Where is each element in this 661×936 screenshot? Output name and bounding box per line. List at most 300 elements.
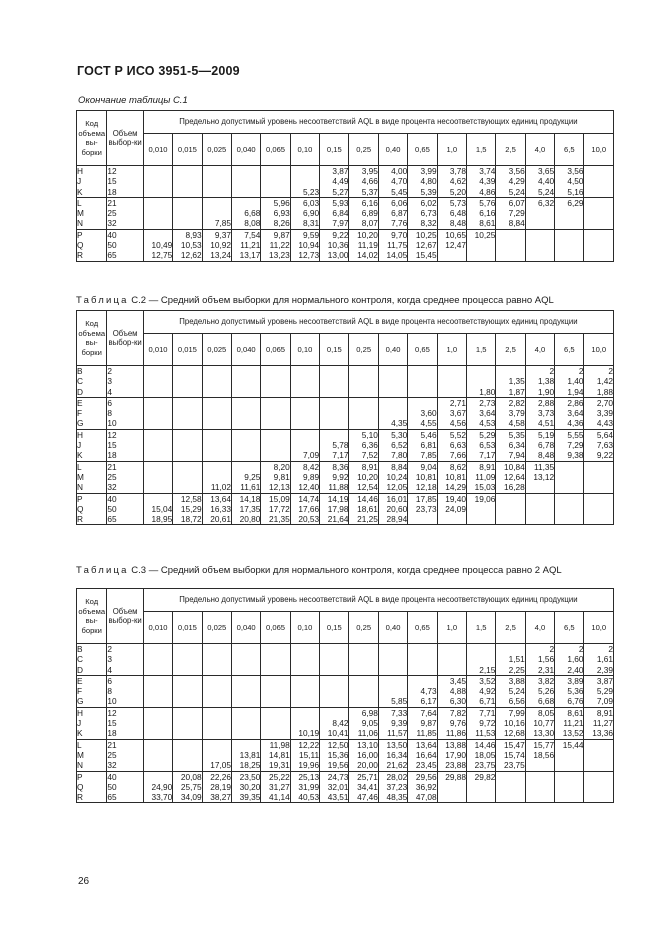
sample-size: 8 bbox=[107, 686, 113, 697]
table-value bbox=[349, 398, 377, 408]
table-value bbox=[320, 430, 348, 440]
table-value bbox=[261, 654, 289, 664]
table-value bbox=[144, 408, 172, 418]
value-cell bbox=[261, 644, 290, 676]
table-value: 7,94 bbox=[508, 450, 525, 461]
code-column-header: Код объема вы-борки bbox=[77, 311, 107, 366]
table-value bbox=[261, 176, 289, 186]
table-value bbox=[173, 208, 201, 218]
table-value bbox=[379, 644, 407, 654]
table-value: 6,87 bbox=[391, 208, 408, 219]
table-value bbox=[379, 376, 407, 386]
value-cell bbox=[143, 429, 172, 461]
table-value bbox=[232, 676, 260, 686]
table-value: 12,18 bbox=[415, 482, 437, 493]
table-value: 13,24 bbox=[210, 250, 231, 261]
table-value bbox=[232, 366, 260, 376]
table-value bbox=[232, 376, 260, 386]
table-value: 3,78 bbox=[449, 166, 466, 176]
table-value bbox=[584, 198, 613, 208]
table-value bbox=[584, 250, 613, 260]
table-value: 9,76 bbox=[449, 718, 466, 729]
caption-prefix: Таблица bbox=[76, 295, 129, 306]
table-value: 5,35 bbox=[508, 429, 525, 440]
caption-text: С.3 — Средний объем выборки для нормального контроля, когда среднее процесса равно 2 AQL bbox=[128, 565, 562, 576]
sample-code: P bbox=[77, 493, 83, 504]
table-value bbox=[320, 644, 348, 654]
table-value: 5,29 bbox=[596, 686, 613, 697]
table-value: 14,05 bbox=[386, 250, 408, 261]
value-cell bbox=[525, 493, 554, 525]
value-cell bbox=[378, 366, 407, 398]
table-value bbox=[555, 240, 583, 250]
table-value: 13,50 bbox=[386, 739, 408, 750]
table-row-group bbox=[77, 166, 614, 198]
table-value: 5,52 bbox=[449, 429, 466, 440]
value-cell bbox=[320, 197, 349, 229]
size-cell bbox=[107, 397, 143, 429]
table-value bbox=[555, 462, 583, 472]
value-cell bbox=[349, 771, 378, 803]
table-value: 4,50 bbox=[567, 176, 584, 187]
table-value bbox=[144, 230, 172, 240]
value-cell bbox=[437, 461, 466, 493]
table-value: 4,49 bbox=[332, 176, 349, 187]
table-value bbox=[584, 187, 613, 197]
table-value: 13,23 bbox=[268, 250, 290, 261]
value-cell bbox=[584, 197, 614, 229]
sample-size: 10 bbox=[107, 696, 117, 707]
value-cell bbox=[496, 366, 525, 398]
value-cell bbox=[173, 166, 202, 198]
size-cell bbox=[107, 366, 143, 398]
table-value: 21,35 bbox=[268, 514, 290, 525]
table-value: 8,42 bbox=[302, 461, 320, 472]
table-value bbox=[173, 166, 201, 176]
code-column-header: Код объема вы-борки bbox=[77, 589, 107, 644]
table-value bbox=[291, 686, 319, 696]
table-value bbox=[203, 740, 231, 750]
table-value bbox=[203, 728, 231, 738]
table-value bbox=[173, 482, 201, 492]
table-value: 8,32 bbox=[420, 218, 437, 229]
value-cell bbox=[437, 739, 466, 771]
table-value bbox=[261, 676, 289, 686]
aql-level-header: 1,5 bbox=[466, 334, 495, 366]
table-value bbox=[349, 676, 377, 686]
table-value bbox=[555, 792, 583, 802]
code-cell bbox=[77, 675, 107, 707]
value-cell bbox=[320, 707, 349, 739]
caption-prefix: Таблица bbox=[76, 565, 129, 576]
value-cell bbox=[466, 739, 495, 771]
table-value: 6,17 bbox=[420, 696, 437, 707]
table-value bbox=[173, 740, 201, 750]
value-cell bbox=[173, 644, 202, 676]
table-value: 17,98 bbox=[327, 503, 349, 514]
value-cell bbox=[466, 197, 495, 229]
table-value bbox=[496, 644, 524, 654]
sample-size: 32 bbox=[107, 760, 117, 771]
aql-table bbox=[76, 588, 614, 803]
table-value: 15,74 bbox=[503, 749, 525, 760]
table-value bbox=[261, 376, 289, 386]
value-cell bbox=[143, 461, 172, 493]
table-value bbox=[379, 654, 407, 664]
table-value: 13,30 bbox=[533, 728, 555, 739]
table-value: 4,36 bbox=[567, 418, 584, 429]
aql-level-header: 4,0 bbox=[525, 134, 554, 166]
table-value bbox=[232, 187, 260, 197]
table-value: 29,88 bbox=[445, 771, 466, 782]
sample-size: 10 bbox=[107, 418, 117, 429]
table-value bbox=[203, 187, 231, 197]
value-cell bbox=[555, 493, 584, 525]
table-value bbox=[203, 708, 231, 718]
value-cell bbox=[466, 397, 495, 429]
aql-level-header: 0,010 bbox=[143, 612, 172, 644]
value-cell bbox=[496, 397, 525, 429]
table-value bbox=[320, 665, 348, 675]
table-value: 23,75 bbox=[503, 760, 525, 771]
value-cell bbox=[173, 366, 202, 398]
table-value bbox=[203, 430, 231, 440]
value-cell bbox=[378, 771, 407, 803]
table-row-group bbox=[77, 461, 614, 493]
table-value: 31,99 bbox=[298, 781, 320, 792]
table-value: 14,74 bbox=[298, 493, 320, 504]
table-value bbox=[144, 376, 172, 386]
aql-level-header: 0,15 bbox=[320, 612, 349, 644]
table-value bbox=[584, 772, 613, 782]
value-cell bbox=[437, 429, 466, 461]
size-cell bbox=[107, 739, 143, 771]
sample-size: 50 bbox=[107, 240, 117, 251]
table-value bbox=[584, 740, 613, 750]
table-value bbox=[144, 398, 172, 408]
table-value bbox=[349, 408, 377, 418]
table-value: 6,76 bbox=[567, 696, 584, 707]
value-cell bbox=[555, 675, 584, 707]
table-value: 3,39 bbox=[596, 408, 613, 419]
value-cell bbox=[173, 707, 202, 739]
table-value: 6,81 bbox=[420, 440, 437, 451]
table-value: 2,86 bbox=[567, 397, 584, 408]
table-value bbox=[379, 676, 407, 686]
table-value: 10,36 bbox=[327, 240, 349, 251]
table-value: 6,30 bbox=[449, 696, 466, 707]
table-value: 40,53 bbox=[298, 792, 320, 803]
table-value: 9,39 bbox=[391, 718, 408, 729]
value-cell bbox=[437, 771, 466, 803]
table-value: 6,32 bbox=[537, 197, 555, 208]
sample-code: R bbox=[77, 792, 83, 803]
value-cell bbox=[496, 771, 525, 803]
table-value bbox=[584, 792, 613, 802]
value-cell bbox=[261, 771, 290, 803]
caption-text: С.2 — Средний объем выборки для нормального контроля, когда среднее процесса равно AQL bbox=[128, 295, 554, 306]
table-value: 11,06 bbox=[357, 728, 378, 739]
table-value: 6,68 bbox=[537, 696, 555, 707]
value-cell bbox=[378, 397, 407, 429]
value-cell bbox=[555, 229, 584, 261]
table-value: 10,81 bbox=[445, 471, 466, 482]
aql-level-header: 6,5 bbox=[555, 612, 584, 644]
table-value bbox=[496, 772, 524, 782]
value-cell bbox=[555, 197, 584, 229]
table-value: 12,64 bbox=[503, 471, 525, 482]
table-value: 12,58 bbox=[180, 493, 202, 504]
value-cell bbox=[525, 229, 554, 261]
table-value: 10,19 bbox=[298, 728, 320, 739]
table-value: 3,99 bbox=[420, 166, 437, 176]
value-cell bbox=[378, 493, 407, 525]
table-value bbox=[526, 482, 554, 492]
value-cell bbox=[261, 166, 290, 198]
table-value bbox=[232, 665, 260, 675]
code-cell bbox=[77, 461, 107, 493]
table-value: 10,84 bbox=[503, 461, 525, 472]
value-cell bbox=[496, 166, 525, 198]
table-value bbox=[261, 398, 289, 408]
table-value bbox=[555, 472, 583, 482]
table-value bbox=[144, 665, 172, 675]
table-value bbox=[320, 408, 348, 418]
table-value bbox=[584, 750, 613, 760]
table-value: 17,85 bbox=[415, 493, 437, 504]
document-header: ГОСТ Р ИСО 3951-5—2009 bbox=[77, 64, 240, 78]
table-value bbox=[584, 472, 613, 482]
sample-code: M bbox=[77, 749, 84, 760]
table-value bbox=[203, 472, 231, 482]
table-value bbox=[555, 218, 583, 228]
table-value bbox=[379, 665, 407, 675]
value-cell bbox=[437, 366, 466, 398]
value-cell bbox=[437, 644, 466, 676]
table-value bbox=[173, 218, 201, 228]
code-cell bbox=[77, 493, 107, 525]
table-value: 7,29 bbox=[567, 440, 584, 451]
table-value: 13,00 bbox=[327, 250, 349, 261]
table-value bbox=[144, 440, 172, 450]
value-cell bbox=[555, 166, 584, 198]
sample-code: H bbox=[77, 166, 83, 176]
table-value: 13,64 bbox=[210, 493, 231, 504]
table-value bbox=[438, 376, 466, 386]
value-cell bbox=[143, 739, 172, 771]
table-value: 32,01 bbox=[327, 781, 349, 792]
value-cell bbox=[320, 397, 349, 429]
table-value bbox=[203, 376, 231, 386]
aql-level-header: 2,5 bbox=[496, 334, 525, 366]
value-cell bbox=[555, 707, 584, 739]
value-cell bbox=[202, 429, 231, 461]
table-value: 28,02 bbox=[386, 771, 408, 782]
table-value bbox=[144, 740, 172, 750]
table-value: 15,04 bbox=[151, 503, 173, 514]
sample-code: J bbox=[77, 718, 82, 729]
table-value bbox=[144, 198, 172, 208]
value-cell bbox=[261, 197, 290, 229]
table-value bbox=[467, 376, 495, 386]
table-value bbox=[261, 708, 289, 718]
sample-code: L bbox=[77, 739, 82, 750]
value-cell bbox=[173, 771, 202, 803]
sample-code: J bbox=[77, 440, 82, 451]
table-value: 2,25 bbox=[508, 664, 525, 675]
table-value bbox=[261, 440, 289, 450]
table-value: 6,73 bbox=[420, 208, 437, 219]
table-caption bbox=[78, 95, 188, 106]
table-value: 14,29 bbox=[445, 482, 466, 493]
table-value: 5,55 bbox=[567, 429, 584, 440]
table-value: 16,34 bbox=[386, 749, 408, 760]
table-value: 6,02 bbox=[420, 197, 437, 208]
table-value bbox=[261, 387, 289, 397]
table-value: 13,88 bbox=[445, 739, 466, 750]
table-value bbox=[232, 644, 260, 654]
sample-size: 65 bbox=[107, 514, 117, 525]
value-cell bbox=[408, 229, 437, 261]
sample-size: 15 bbox=[107, 718, 117, 729]
table-value bbox=[291, 176, 319, 186]
table-value: 4,86 bbox=[479, 186, 496, 197]
value-cell bbox=[349, 707, 378, 739]
sample-size: 25 bbox=[107, 471, 117, 482]
table-value: 12,68 bbox=[503, 728, 525, 739]
table-value bbox=[203, 398, 231, 408]
value-cell bbox=[320, 366, 349, 398]
code-cell bbox=[77, 366, 107, 398]
table-value bbox=[144, 772, 172, 782]
value-cell bbox=[525, 644, 554, 676]
value-cell bbox=[525, 197, 554, 229]
table-value bbox=[584, 482, 613, 492]
value-cell bbox=[143, 366, 172, 398]
aql-level-header: 4,0 bbox=[525, 334, 554, 366]
value-cell bbox=[466, 771, 495, 803]
code-cell bbox=[77, 429, 107, 461]
table-value bbox=[496, 782, 524, 792]
table-value bbox=[408, 644, 436, 654]
table-value: 14,18 bbox=[239, 493, 261, 504]
table-value: 8,91 bbox=[479, 461, 496, 472]
table-value bbox=[320, 654, 348, 664]
table-value bbox=[408, 654, 436, 664]
table-value: 3,52 bbox=[479, 675, 496, 686]
table-value: 5,64 bbox=[596, 429, 613, 440]
table-value: 10,77 bbox=[533, 718, 555, 729]
table-value: 8,31 bbox=[302, 218, 320, 229]
value-cell bbox=[437, 707, 466, 739]
table-value bbox=[173, 408, 201, 418]
value-cell bbox=[408, 166, 437, 198]
table-value: 25,75 bbox=[180, 781, 202, 792]
table-value: 2 bbox=[549, 366, 555, 376]
value-cell bbox=[437, 675, 466, 707]
table-value bbox=[320, 686, 348, 696]
table-value bbox=[349, 696, 377, 706]
value-cell bbox=[496, 493, 525, 525]
table-value: 9,59 bbox=[302, 229, 320, 240]
table-value bbox=[408, 514, 436, 524]
value-cell bbox=[261, 397, 290, 429]
table-value: 21,64 bbox=[327, 514, 349, 525]
value-cell bbox=[378, 461, 407, 493]
value-cell bbox=[349, 493, 378, 525]
table-value: 17,05 bbox=[210, 760, 231, 771]
table-value bbox=[496, 504, 524, 514]
table-value: 36,92 bbox=[415, 781, 437, 792]
table-value bbox=[173, 430, 201, 440]
table-value bbox=[438, 387, 466, 397]
aql-level-header: 0,010 bbox=[143, 134, 172, 166]
table-value: 16,64 bbox=[415, 749, 437, 760]
table-value: 4,80 bbox=[420, 176, 437, 187]
aql-level-header: 0,65 bbox=[408, 612, 437, 644]
table-value bbox=[584, 218, 613, 228]
value-cell bbox=[525, 675, 554, 707]
aql-level-header: 10,0 bbox=[584, 612, 614, 644]
sample-code: M bbox=[77, 208, 84, 219]
sample-code: F bbox=[77, 686, 83, 697]
table-value: 8,05 bbox=[537, 707, 555, 718]
table-value bbox=[379, 387, 407, 397]
aql-level-header: 0,40 bbox=[378, 334, 407, 366]
table-value bbox=[203, 366, 231, 376]
table-value: 2,82 bbox=[508, 397, 525, 408]
table-value: 1,38 bbox=[537, 376, 555, 387]
size-cell bbox=[107, 493, 143, 525]
table-value bbox=[173, 760, 201, 770]
aql-level-header: 0,40 bbox=[378, 612, 407, 644]
table-value: 3,87 bbox=[596, 675, 613, 686]
table-value bbox=[173, 387, 201, 397]
table-value: 5,19 bbox=[537, 429, 555, 440]
sample-size: 8 bbox=[107, 408, 113, 419]
value-cell bbox=[231, 707, 260, 739]
table-value bbox=[173, 708, 201, 718]
aql-level-header: 1,5 bbox=[466, 134, 495, 166]
table-value: 24,73 bbox=[327, 771, 349, 782]
table-value: 8,91 bbox=[361, 461, 378, 472]
table-value bbox=[320, 418, 348, 428]
table-value bbox=[320, 696, 348, 706]
table-value: 5,23 bbox=[302, 186, 320, 197]
table-value: 12,40 bbox=[298, 482, 320, 493]
sample-code: F bbox=[77, 408, 83, 419]
table-value: 18,25 bbox=[239, 760, 261, 771]
table-row-group bbox=[77, 739, 614, 771]
table-value: 18,72 bbox=[180, 514, 202, 525]
table-value bbox=[526, 250, 554, 260]
table-value: 4,40 bbox=[537, 176, 555, 187]
table-value bbox=[203, 440, 231, 450]
table-value bbox=[173, 376, 201, 386]
table-value: 9,04 bbox=[420, 461, 437, 472]
aql-level-header: 0,15 bbox=[320, 134, 349, 166]
table-value: 5,27 bbox=[332, 186, 349, 197]
aql-level-header: 0,25 bbox=[349, 134, 378, 166]
table-value bbox=[232, 430, 260, 440]
table-caption bbox=[76, 565, 562, 576]
value-cell bbox=[437, 493, 466, 525]
table-value bbox=[291, 418, 319, 428]
table-value bbox=[261, 166, 289, 176]
table-value bbox=[232, 387, 260, 397]
value-cell bbox=[496, 644, 525, 676]
table-value: 22,26 bbox=[210, 771, 231, 782]
